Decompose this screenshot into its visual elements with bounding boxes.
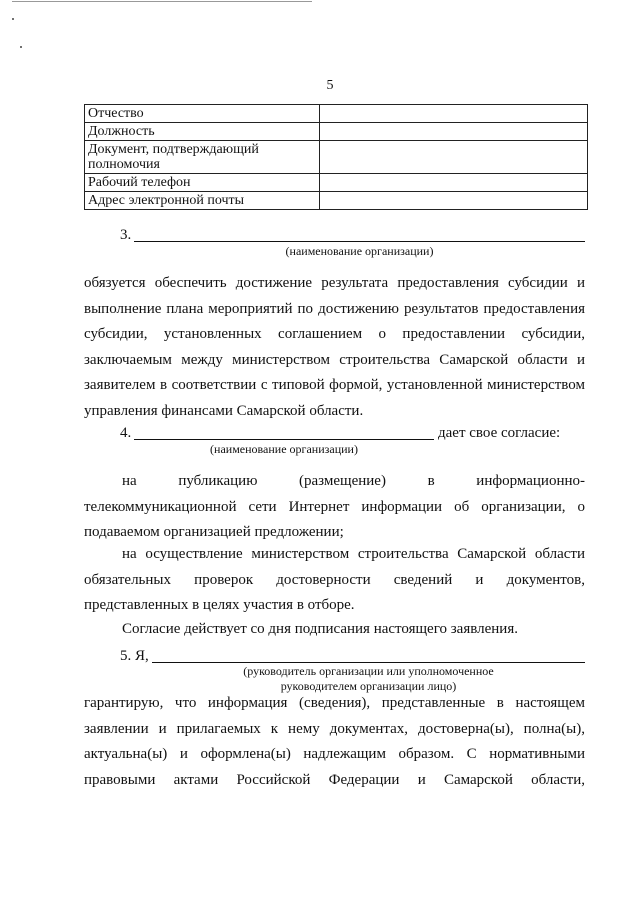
- table-cell-value: [320, 105, 588, 123]
- table-row: [85, 141, 588, 174]
- page-number: 5: [326, 78, 334, 93]
- item-4-number: 4.: [120, 425, 132, 441]
- item-3-caption: (наименование организации): [285, 244, 434, 258]
- table-row: [85, 192, 588, 210]
- item-5-caption-line-1: (руководитель организации или уполномоченное: [243, 664, 494, 678]
- table-cell-label: Документ, подтверждающий полномочия: [85, 141, 320, 174]
- item-3-fill-line: [134, 241, 585, 242]
- table-cell-label: Рабочий телефон: [85, 174, 320, 192]
- table-row: [85, 105, 588, 123]
- item-5-fill-line: [152, 662, 585, 663]
- scan-speck: [20, 46, 22, 48]
- scan-speck: [12, 18, 14, 20]
- item-4-suffix: дает свое согласие:: [438, 425, 561, 441]
- table-cell-label: Адрес электронной почты: [85, 192, 320, 210]
- item-5-paragraph: гарантирую, что информация (сведения), представленные в настоящем заявлении и прилагаемых к нему документах, достоверна(ы), полна(ы), актуальна(ы) и оформлена(ы) надлежащим образом. С нормативными правовыми актами Российской Федерации и Самарской области,: [84, 695, 585, 788]
- table-cell-value: [320, 174, 588, 192]
- table-row: [85, 174, 588, 192]
- consent-publication: на публикацию (размещение) в информационно-телекоммуникационной сети Интернет информации об организации, о подаваемом организацией предложении;: [84, 473, 585, 541]
- item-5-caption-line-2: руководителем организации лицо): [280, 679, 457, 693]
- table-row: [85, 123, 588, 141]
- item-4-caption: (наименование организации): [210, 442, 358, 456]
- table-cell-label: Отчество: [85, 105, 320, 123]
- scan-edge-line: [12, 1, 312, 2]
- table-cell-value: [320, 123, 588, 141]
- consent-validity: Согласие действует со дня подписания настоящего заявления.: [122, 621, 518, 637]
- item-3-number: 3.: [120, 227, 132, 243]
- table-cell-label: Должность: [85, 123, 320, 141]
- table-cell-value: [320, 141, 588, 174]
- table-cell-value: [320, 192, 588, 210]
- applicant-contact-table: [84, 104, 588, 210]
- item-3-paragraph: обязуется обеспечить достижение результата предоставления субсидии и выполнение плана мероприятий по достижению результатов предоставления субсидии, установленных соглашением о предоставлении субсидии, заключаемым между министерством строительства Самарской области и заявителем в соответствии с типовой формой, установленной министерством управления финансами Самарской области.: [84, 275, 585, 419]
- item-4-fill-line: [134, 439, 434, 440]
- consent-verification: на осуществление министерством строительства Самарской области обязательных проверок достоверности сведений и документов, представленных в целях участия в отборе.: [84, 546, 585, 614]
- item-5-number: 5. Я,: [120, 648, 149, 664]
